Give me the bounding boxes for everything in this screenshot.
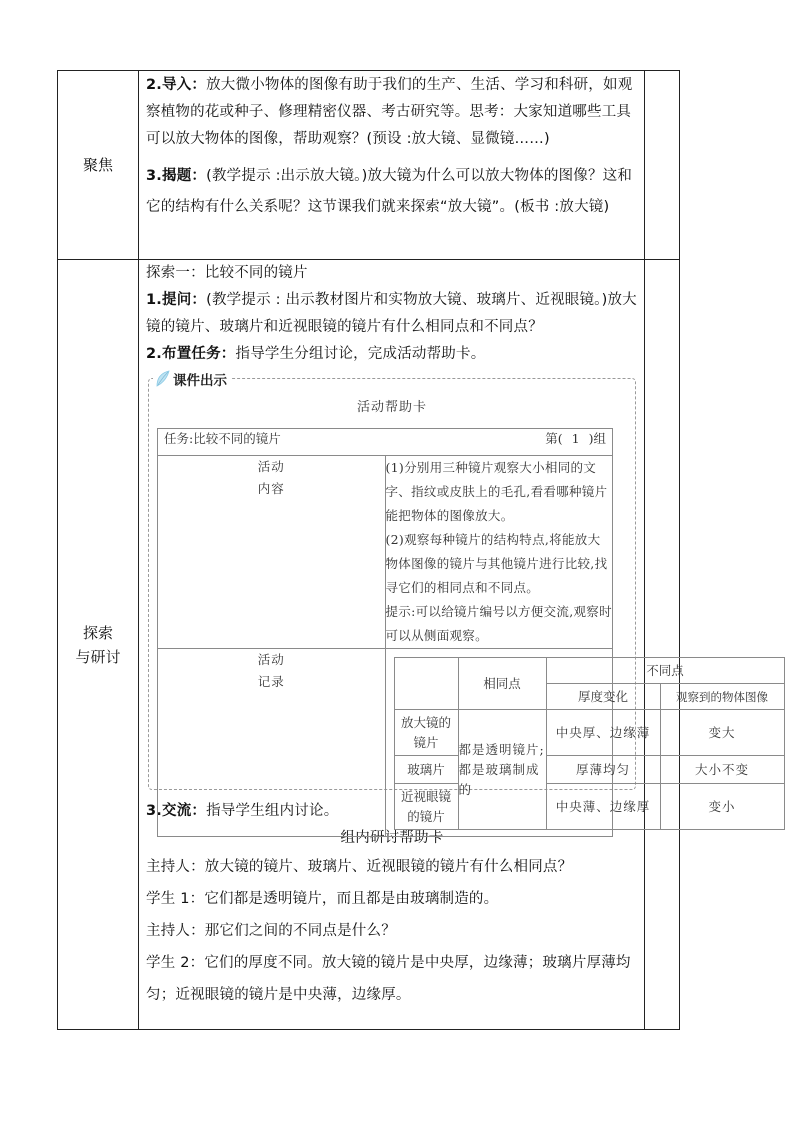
header-thickness: 厚度变化 bbox=[546, 684, 660, 710]
dialogue-line-3: 主持人：那它们之间的不同点是什么？ bbox=[146, 923, 396, 939]
explore-notes-cell bbox=[645, 260, 680, 1030]
group-suffix: )组 bbox=[588, 431, 606, 446]
question-head: 1.提问： bbox=[146, 292, 207, 308]
discussion-title: 组内研讨帮助卡 bbox=[340, 830, 444, 846]
explore-content bbox=[139, 260, 768, 1030]
topic-paragraph bbox=[146, 161, 638, 223]
intro-head: 2.导入： bbox=[146, 77, 207, 93]
content-row bbox=[158, 456, 613, 649]
task-body: 指导学生分组讨论，完成活动帮助卡。 bbox=[235, 346, 486, 362]
topic-head: 3.揭题： bbox=[146, 168, 207, 184]
task-row bbox=[158, 429, 613, 456]
explore-subtitle: 探索一：比较不同的镜片 bbox=[146, 265, 308, 281]
content-label-text: 活动内容 bbox=[257, 459, 285, 496]
courseware-tag bbox=[153, 369, 231, 389]
record-row bbox=[158, 649, 613, 837]
task-label: 任务:比较不同的镜片 bbox=[164, 431, 281, 446]
exchange-body: 指导学生组内讨论。 bbox=[206, 803, 339, 819]
focus-label: 聚焦 bbox=[58, 71, 139, 260]
record-header-row-1 bbox=[394, 658, 784, 684]
dialogue-line-1: 主持人：放大镜的镜片、玻璃片、近视眼镜的镜片有什么相同点？ bbox=[146, 859, 573, 875]
dialogue-line-4: 学生 2：它们的厚度不同。放大镜的镜片是中央厚，边缘薄；玻璃片厚薄均匀；近视眼镜的镜片是中央薄，边缘厚。 bbox=[146, 955, 631, 1003]
explore-label bbox=[58, 260, 139, 1030]
group-label bbox=[545, 429, 606, 447]
record-cell bbox=[385, 649, 768, 837]
focus-notes-cell bbox=[645, 71, 680, 260]
header-diff: 不同点 bbox=[546, 658, 784, 684]
intro-paragraph bbox=[146, 72, 638, 153]
image-magnifier: 变大 bbox=[660, 710, 784, 756]
record-row-glass bbox=[394, 756, 784, 784]
lens-name-magnifier: 放大镜的镜片 bbox=[394, 710, 458, 756]
image-glass: 大小不变 bbox=[660, 756, 784, 784]
content-label bbox=[158, 456, 386, 649]
task-head: 2.布置任务： bbox=[146, 346, 236, 362]
activity-card bbox=[157, 428, 768, 837]
record-label-text: 活动记录 bbox=[257, 652, 285, 689]
record-table bbox=[394, 657, 785, 830]
record-corner bbox=[394, 658, 458, 710]
record-label bbox=[158, 649, 386, 837]
header-image: 观察到的物体图像 bbox=[660, 684, 784, 710]
task-cell bbox=[158, 429, 613, 456]
content-line-1: (1)分别用三种镜片观察大小相同的文字、指纹或皮肤上的毛孔,看看哪种镜片能把物体的图像放大。 bbox=[385, 460, 608, 523]
content-line-2: (2)观察每种镜片的结构特点,将能放大物体图像的镜片与其他镜片进行比较,找寻它们的相同点和不同点。 bbox=[385, 532, 608, 595]
record-row-magnifier bbox=[394, 710, 784, 756]
lens-name-glass: 玻璃片 bbox=[394, 756, 458, 784]
explore-label-line2: 与研讨 bbox=[75, 647, 121, 666]
explore-label-line1: 探索 bbox=[82, 623, 113, 642]
leaf-icon bbox=[155, 370, 171, 388]
thickness-myopia: 中央薄、边缘厚 bbox=[546, 784, 660, 830]
activity-card-title: 活动帮助卡 bbox=[356, 400, 427, 415]
courseware-tag-text: 课件出示 bbox=[173, 373, 227, 389]
focus-row bbox=[58, 71, 680, 260]
task-paragraph bbox=[146, 341, 638, 368]
group-number: 1 bbox=[571, 431, 580, 446]
question-body: (教学提示 : 出示教材图片和实物放大镜、玻璃片、近视眼镜。)放大镜的镜片、玻璃片和近视眼镜的镜片有什么相同点和不同点？ bbox=[146, 292, 637, 335]
thickness-magnifier: 中央厚、边缘薄 bbox=[546, 710, 660, 756]
content-cell bbox=[385, 456, 613, 649]
image-myopia: 变小 bbox=[660, 784, 784, 830]
record-row-myopia bbox=[394, 784, 784, 830]
focus-content bbox=[139, 71, 645, 260]
question-paragraph bbox=[146, 287, 638, 341]
exchange-head: 3.交流： bbox=[146, 803, 207, 819]
thickness-glass: 厚薄均匀 bbox=[546, 756, 660, 784]
same-answer: 都是透明镜片;都是玻璃制成的 bbox=[458, 710, 546, 830]
intro-body: 放大微小物体的图像有助于我们的生产、生活、学习和科研，如观察植物的花或种子、修理精密仪器、考古研究等。思考：大家知道哪些工具可以放大物体的图像，帮助观察？(预设 :放大镜、显微镜……) bbox=[146, 77, 633, 147]
explore-row bbox=[58, 260, 680, 1030]
lens-name-myopia: 近视眼镜的镜片 bbox=[394, 784, 458, 830]
header-same: 相同点 bbox=[458, 658, 546, 710]
lesson-table bbox=[57, 70, 768, 1030]
group-prefix: 第( bbox=[545, 431, 563, 446]
topic-body: (教学提示 :出示放大镜。)放大镜为什么可以放大物体的图像？这和它的结构有什么关系呢？这节课我们就来探索“放大镜”。(板书 :放大镜) bbox=[146, 168, 633, 215]
content-line-3: 提示:可以给镜片编号以方便交流,观察时可以从侧面观察。 bbox=[385, 604, 612, 643]
dialogue-line-2: 学生 1：它们都是透明镜片，而且都是由玻璃制造的。 bbox=[146, 891, 499, 907]
